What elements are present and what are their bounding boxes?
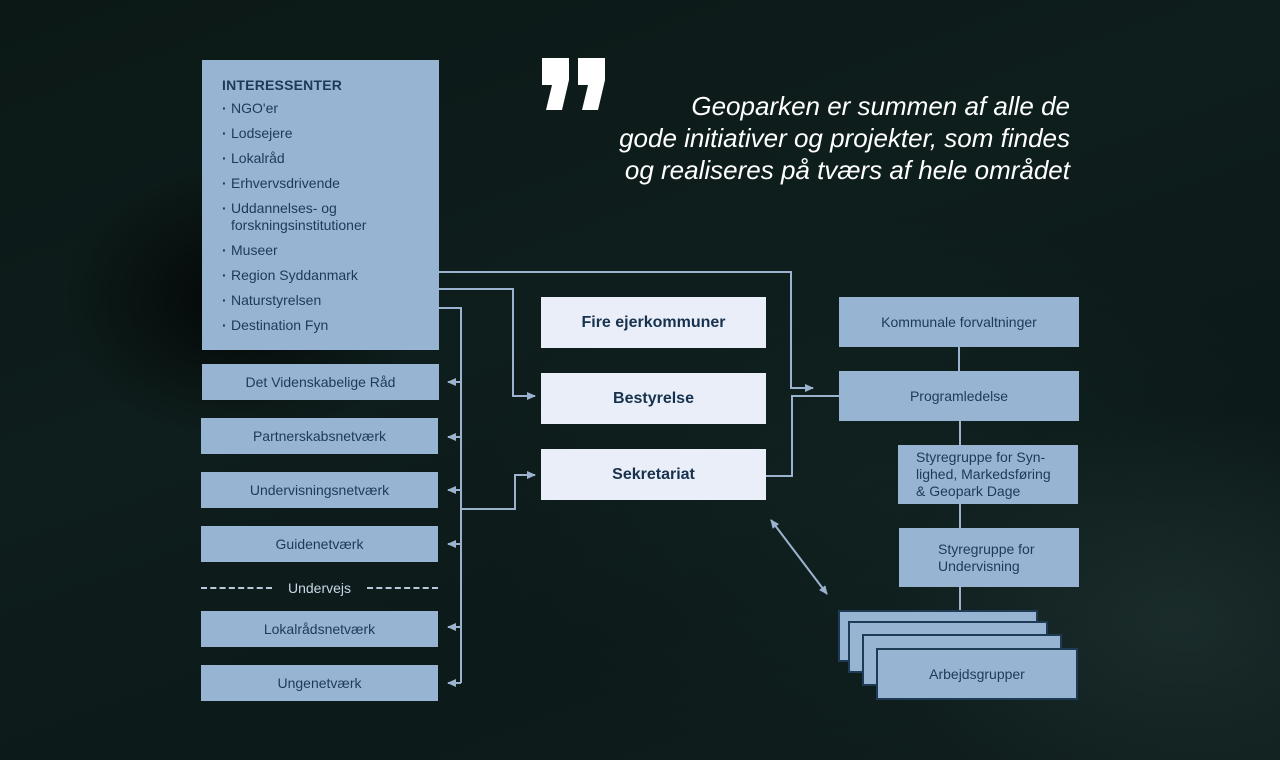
quote-line: Geoparken er summen af alle de: [691, 91, 1070, 121]
steering-teaching-line: Undervisning: [938, 557, 1020, 574]
program-management-box: Programledelse: [839, 371, 1079, 421]
steering-visibility-line: & Geopark Dage: [916, 483, 1021, 499]
municipal-admin-box: Kommunale forvaltninger: [839, 297, 1079, 347]
stakeholder-item: · NGO'er: [222, 100, 439, 117]
working-groups-box: Arbejdsgrupper: [876, 648, 1078, 700]
steering-teaching-line: Styregruppe for: [938, 540, 1035, 557]
stakeholder-item: · Region Syddanmark: [222, 267, 439, 284]
stakeholder-item: · Lodsejere: [222, 125, 439, 142]
steering-group-visibility-box: [898, 445, 1078, 504]
board-box: Bestyrelse: [541, 373, 766, 424]
network-lokalraad: Lokalrådsnetværk: [201, 611, 438, 647]
quote-text: [540, 90, 1070, 186]
network-unge: Ungenetværk: [201, 665, 438, 701]
steering-visibility-line: Styregruppe for Syn-: [916, 449, 1046, 465]
upcoming-label: Undervejs: [287, 580, 352, 596]
network-partnerskab: Partnerskabsnetværk: [201, 418, 438, 454]
steering-visibility-line: lighed, Markedsføring: [916, 466, 1051, 482]
dashed-divider: [201, 587, 272, 589]
stakeholders-title: INTERESSENTER: [222, 77, 343, 93]
stakeholder-item: · Uddannelses- og forskningsinstitutioner: [222, 200, 391, 234]
network-guide: Guidenetværk: [201, 526, 438, 562]
stakeholder-item: · Destination Fyn: [222, 317, 439, 334]
stakeholders-box: [202, 60, 439, 350]
network-videnskabelige-raad: Det Videnskabelige Råd: [202, 364, 439, 400]
stakeholder-item: · Erhvervsdrivende: [222, 175, 439, 192]
quote-line: gode initiativer og projekter, som findes: [619, 123, 1070, 153]
steering-group-teaching-box: [899, 528, 1079, 587]
quote-line: og realiseres på tværs af hele området: [624, 155, 1070, 185]
upcoming-divider: [201, 578, 438, 598]
stakeholder-item: · Museer: [222, 242, 439, 259]
owners-box: Fire ejerkommuner: [541, 297, 766, 348]
secretariat-box: Sekretariat: [541, 449, 766, 500]
stakeholder-item: · Lokalråd: [222, 150, 439, 167]
dashed-divider: [367, 587, 438, 589]
network-undervisning: Undervisningsnetværk: [201, 472, 438, 508]
stakeholders-list: [222, 100, 439, 334]
stakeholder-item: · Naturstyrelsen: [222, 292, 439, 309]
